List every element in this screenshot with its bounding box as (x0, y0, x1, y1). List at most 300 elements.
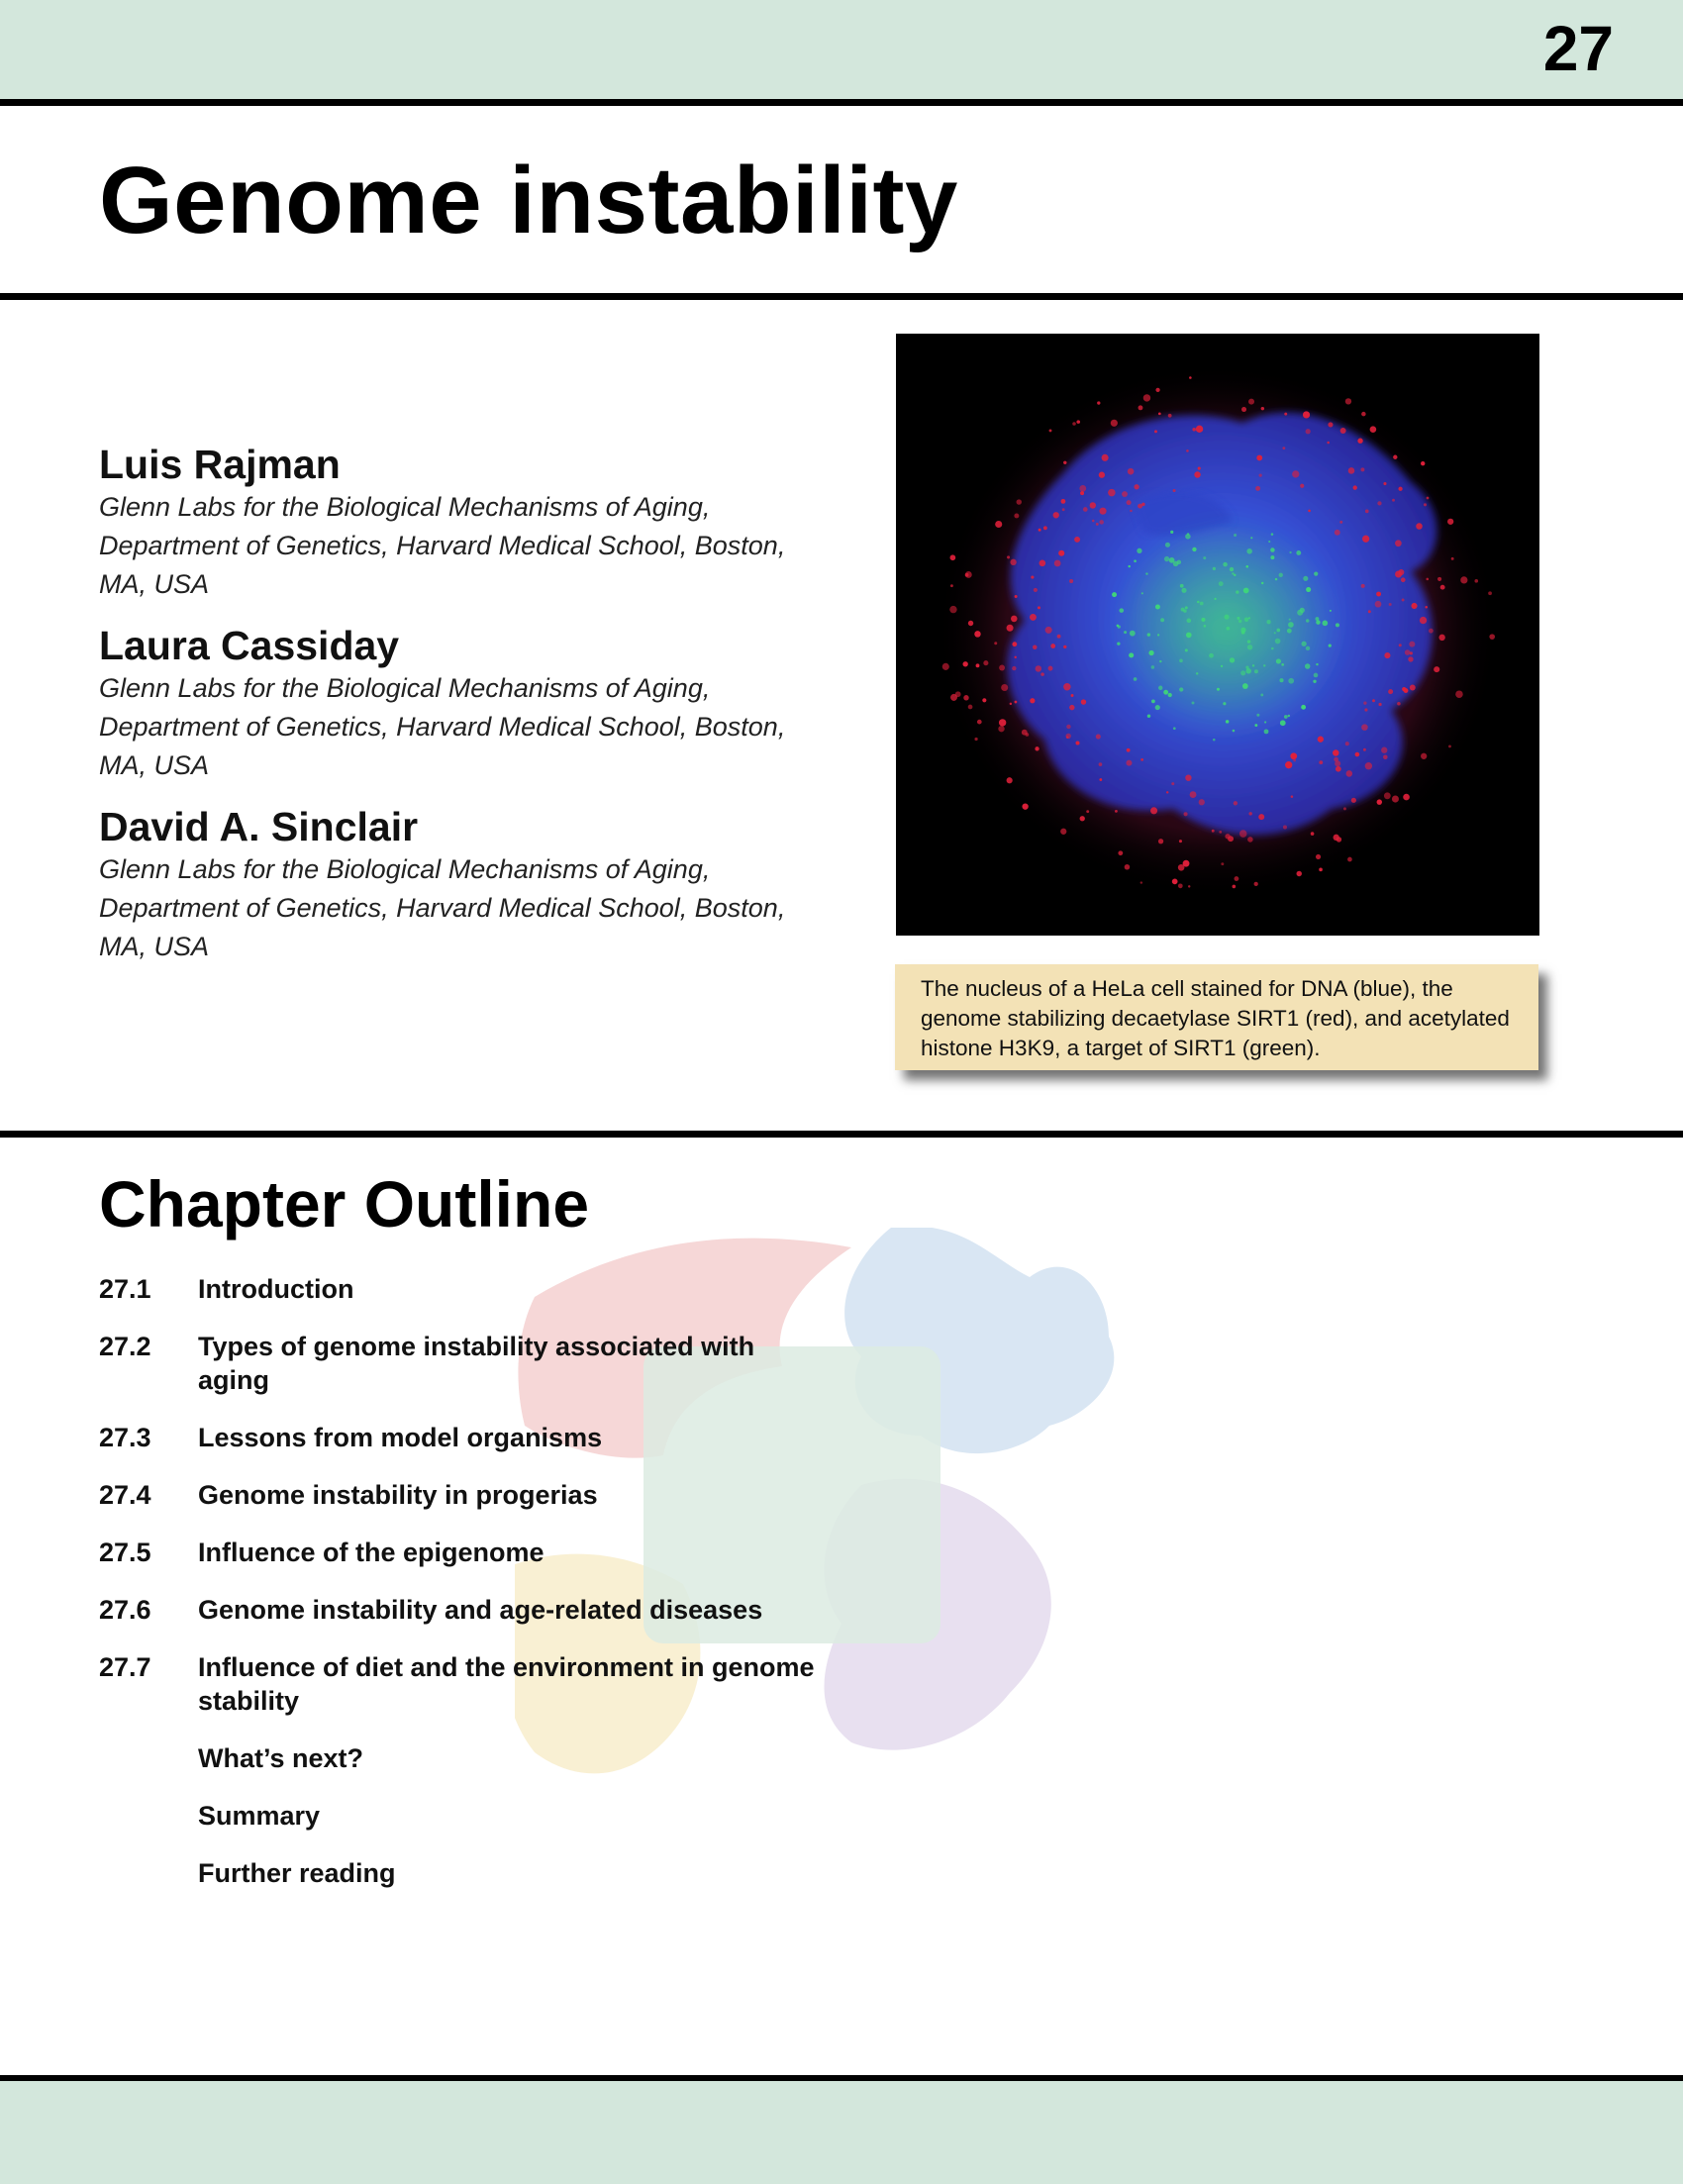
h3k9-dot (1232, 572, 1234, 574)
sirt1-dot (1138, 504, 1142, 509)
sirt1-dot (1308, 510, 1311, 513)
sirt1-dot (1014, 656, 1016, 658)
sirt1-dot (1401, 577, 1406, 582)
sirt1-dot (1011, 616, 1018, 623)
sirt1-dot (1076, 420, 1080, 424)
sirt1-dot (994, 642, 997, 645)
sirt1-dot (1096, 734, 1101, 739)
h3k9-dot (1134, 559, 1137, 562)
sirt1-dot (1184, 812, 1188, 816)
sirt1-dot (1134, 484, 1138, 489)
h3k9-dot (1200, 602, 1204, 606)
h3k9-dot (1151, 700, 1155, 704)
sirt1-dot (1429, 629, 1434, 634)
sirt1-dot (1173, 489, 1176, 492)
h3k9-dot (1134, 677, 1138, 681)
sirt1-dot (1328, 422, 1333, 427)
h3k9-dot (1177, 560, 1181, 564)
sirt1-dot (1014, 513, 1019, 518)
h3k9-dot (1130, 631, 1136, 637)
footer-band (0, 2075, 1683, 2184)
sirt1-dot (1339, 521, 1342, 524)
sirt1-dot (1188, 885, 1190, 887)
sirt1-dot (1099, 508, 1106, 515)
h3k9-dot (1280, 720, 1286, 726)
outline-item-label: What’s next? (198, 1743, 364, 1773)
h3k9-dot (1275, 578, 1277, 580)
h3k9-dot (1316, 663, 1318, 665)
sirt1-dot (1022, 803, 1028, 809)
author-name: David A. Sinclair (99, 804, 419, 849)
sirt1-dot (1039, 529, 1041, 532)
h3k9-dot (1209, 653, 1214, 658)
h3k9-dot (1288, 678, 1294, 684)
sirt1-dot (963, 695, 968, 700)
h3k9-dot (1330, 610, 1332, 612)
h3k9-dot (1305, 663, 1310, 668)
sirt1-dot (1370, 426, 1377, 433)
sirt1-dot (1178, 883, 1183, 888)
outline-item-number (99, 1741, 198, 1775)
outline-item[interactable] (99, 1799, 891, 1833)
h3k9-dot (1186, 633, 1192, 639)
sirt1-dot (1122, 491, 1128, 497)
h3k9-dot (1159, 660, 1161, 662)
sirt1-dot (1127, 500, 1132, 505)
h3k9-dot (1263, 664, 1265, 666)
sirt1-dot (1080, 816, 1085, 821)
h3k9-dot (1329, 644, 1332, 646)
author-name: Luis Rajman (99, 442, 341, 487)
sirt1-dot (1438, 635, 1444, 641)
h3k9-dot (1155, 705, 1160, 710)
sirt1-dot (1297, 871, 1302, 876)
h3k9-dot (1158, 686, 1162, 690)
sirt1-dot (1425, 606, 1428, 609)
outline-item-number: 27.2 (99, 1332, 151, 1361)
sirt1-dot (1045, 627, 1052, 634)
h3k9-dot (1306, 619, 1309, 622)
sirt1-dot (1186, 449, 1189, 452)
sirt1-dot (1063, 645, 1066, 648)
sirt1-dot (1097, 401, 1100, 404)
sirt1-dot (1377, 501, 1381, 505)
sirt1-dot (1357, 439, 1362, 444)
sirt1-dot (1420, 617, 1427, 624)
sirt1-dot (1451, 557, 1454, 560)
sirt1-dot (1118, 850, 1123, 855)
sirt1-dot (1080, 491, 1084, 495)
outline-item-label: Lessons from model organisms (198, 1423, 603, 1452)
sirt1-dot (1361, 412, 1365, 416)
author-affiliation: Glenn Labs for the Biological Mechanisms of Aging, Department of Genetics, Harvard Medical School, Boston, MA, USA (99, 673, 786, 780)
sirt1-dot (1258, 814, 1264, 820)
sirt1-dot (1179, 840, 1182, 843)
outline-item-number: 27.1 (99, 1274, 151, 1304)
h3k9-dot (1288, 622, 1294, 628)
author-list (99, 441, 832, 984)
h3k9-dot (1313, 680, 1316, 683)
sirt1-dot (1365, 762, 1372, 769)
sirt1-dot (1017, 499, 1022, 504)
h3k9-dot (1181, 588, 1186, 593)
sirt1-dot (1198, 467, 1201, 470)
h3k9-dot (1301, 705, 1306, 710)
h3k9-dot (1237, 617, 1239, 620)
sirt1-dot (1292, 470, 1299, 477)
h3k9-dot (1314, 572, 1318, 576)
sirt1-dot (1284, 413, 1287, 416)
outline-item-label: Genome instability and age-related diseases (198, 1595, 763, 1625)
sirt1-dot (1389, 603, 1392, 606)
h3k9-dot (1234, 534, 1237, 537)
h3k9-dot (1279, 573, 1283, 577)
h3k9-dot (1223, 702, 1226, 705)
sirt1-dot (1291, 795, 1294, 798)
h3k9-dot (1260, 693, 1263, 696)
h3k9-dot (1289, 619, 1291, 621)
sirt1-dot (1255, 486, 1260, 491)
author-name: Laura Cassiday (99, 623, 400, 668)
h3k9-dot (1185, 648, 1188, 651)
sirt1-dot (1058, 550, 1064, 556)
h3k9-dot (1243, 588, 1249, 594)
sirt1-dot (974, 738, 977, 741)
h3k9-dot (1315, 617, 1319, 621)
sirt1-dot (1365, 510, 1369, 514)
sirt1-dot (1072, 422, 1076, 426)
sirt1-dot (1327, 442, 1330, 445)
sirt1-dot (1375, 601, 1382, 608)
sirt1-dot (1283, 825, 1287, 829)
outline-item[interactable] (99, 1536, 891, 1569)
h3k9-dot (1271, 647, 1274, 650)
sirt1-dot (998, 726, 1004, 732)
h3k9-dot (1270, 555, 1274, 559)
sirt1-dot (1427, 497, 1430, 500)
sirt1-dot (983, 660, 988, 665)
h3k9-dot (1247, 645, 1252, 649)
sirt1-dot (1063, 461, 1066, 464)
h3k9-dot (1284, 715, 1288, 719)
author-affiliation: Glenn Labs for the Biological Mechanisms of Aging, Department of Genetics, Harvard Medical School, Boston, MA, USA (99, 854, 786, 961)
sirt1-dot (1050, 644, 1055, 648)
chapter-outline-list (99, 1272, 891, 1914)
sirt1-dot (1127, 748, 1131, 752)
sirt1-dot (1285, 761, 1292, 768)
sirt1-dot (1381, 747, 1387, 753)
sirt1-dot (1140, 758, 1143, 761)
h3k9-dot (1201, 618, 1205, 622)
sirt1-dot (1140, 881, 1142, 883)
sirt1-dot (1043, 526, 1047, 530)
h3k9-dot (1287, 629, 1292, 634)
sirt1-dot (1421, 753, 1427, 759)
sirt1-dot (1154, 430, 1157, 433)
sirt1-dot (1030, 614, 1037, 621)
sirt1-dot (1031, 575, 1034, 578)
sirt1-dot (1030, 698, 1035, 703)
sirt1-dot (1033, 645, 1037, 649)
sirt1-dot (1383, 482, 1386, 485)
sirt1-dot (1388, 689, 1393, 694)
h3k9-dot (1227, 627, 1231, 631)
h3k9-dot (1187, 619, 1192, 624)
sirt1-dot (1247, 837, 1253, 843)
sirt1-dot (1194, 471, 1200, 477)
sirt1-dot (1300, 484, 1304, 488)
sirt1-dot (1363, 702, 1366, 705)
sirt1-dot (1363, 748, 1366, 751)
sirt1-dot (1010, 703, 1012, 705)
sirt1-dot (1102, 454, 1109, 461)
sirt1-dot (1172, 879, 1178, 885)
sirt1-dot (1066, 725, 1070, 729)
h3k9-dot (1196, 672, 1198, 674)
sirt1-dot (1069, 705, 1074, 710)
h3k9-dot (1173, 727, 1176, 730)
sirt1-dot (1196, 426, 1203, 433)
h3k9-dot (1240, 670, 1245, 675)
h3k9-dot (1266, 620, 1270, 624)
sirt1-dot (1111, 420, 1118, 427)
sirt1-dot (1361, 724, 1368, 731)
sirt1-dot (1334, 835, 1339, 841)
outline-item-number (99, 1856, 198, 1890)
h3k9-dot (1288, 715, 1290, 717)
h3k9-dot (1281, 663, 1284, 666)
outline-item[interactable] (99, 1856, 891, 1890)
outline-item[interactable] (99, 1272, 891, 1306)
title-divider (0, 293, 1683, 300)
sirt1-dot (1346, 770, 1353, 777)
sirt1-dot (1171, 782, 1174, 785)
h3k9-dot (1128, 565, 1130, 567)
sirt1-dot (1399, 644, 1402, 646)
sirt1-dot (1010, 559, 1016, 565)
sirt1-dot (1074, 537, 1080, 543)
h3k9-dot (1180, 584, 1184, 588)
sirt1-dot (1343, 807, 1346, 810)
sirt1-dot (1384, 652, 1390, 658)
sirt1-dot (1348, 467, 1355, 474)
sirt1-dot (1138, 405, 1143, 410)
chapter-number: 27 (1542, 13, 1614, 84)
sirt1-dot (950, 584, 953, 587)
sirt1-dot (1282, 447, 1285, 449)
h3k9-dot (1168, 693, 1172, 697)
sirt1-dot (1340, 428, 1346, 434)
sirt1-dot (999, 719, 1006, 726)
h3k9-dot (1164, 556, 1169, 561)
h3k9-dot (1192, 547, 1196, 551)
h3k9-dot (1230, 657, 1235, 662)
sirt1-dot (1437, 577, 1441, 581)
h3k9-dot (1264, 721, 1266, 723)
h3k9-dot (1276, 658, 1281, 663)
sirt1-dot (1069, 579, 1073, 583)
sirt1-dot (1065, 734, 1070, 739)
h3k9-dot (1147, 633, 1150, 636)
h3k9-dot (1155, 605, 1160, 610)
author-entry (99, 803, 832, 966)
outline-item[interactable] (99, 1478, 891, 1512)
sirt1-dot (1353, 485, 1357, 489)
h3k9-dot (1279, 678, 1283, 682)
sirt1-dot (1347, 857, 1352, 862)
outline-item-label: Genome instability in progerias (198, 1480, 598, 1510)
sirt1-dot (1099, 778, 1102, 781)
sirt1-dot (1185, 774, 1191, 780)
sirt1-dot (1092, 520, 1095, 523)
sirt1-dot (1410, 651, 1413, 654)
sirt1-dot (1081, 699, 1086, 704)
sirt1-dot (1096, 523, 1099, 526)
sirt1-dot (1335, 530, 1340, 536)
sirt1-dot (982, 698, 986, 702)
sirt1-dot (962, 661, 967, 666)
h3k9-dot (1147, 714, 1150, 717)
sirt1-dot (1158, 412, 1161, 415)
h3k9-dot (1223, 562, 1228, 567)
outline-item[interactable] (99, 1741, 891, 1775)
h3k9-dot (1271, 533, 1274, 536)
outline-item[interactable] (99, 1650, 891, 1718)
sirt1-dot (1158, 839, 1163, 844)
sirt1-dot (1362, 536, 1369, 543)
outline-item[interactable] (99, 1330, 891, 1397)
h3k9-dot (1157, 634, 1159, 636)
sirt1-dot (1015, 701, 1018, 704)
sirt1-dot (1351, 798, 1356, 803)
h3k9-dot (1217, 688, 1220, 691)
sirt1-dot (1333, 749, 1338, 755)
sirt1-dot (1355, 752, 1360, 757)
sirt1-dot (1360, 467, 1364, 471)
sirt1-dot (1048, 666, 1053, 671)
sirt1-dot (1488, 591, 1492, 595)
sirt1-dot (1035, 746, 1039, 750)
sirt1-dot (1108, 489, 1116, 497)
author-entry (99, 622, 832, 785)
h3k9-dot (1254, 724, 1257, 727)
h3k9-dot (1214, 598, 1216, 600)
h3k9-dot (1145, 572, 1147, 574)
sirt1-dot (1099, 762, 1103, 766)
sirt1-dot (1447, 519, 1453, 525)
h3k9-dot (1306, 646, 1310, 650)
h3k9-dot (1119, 608, 1124, 613)
h3k9-dot (1306, 587, 1311, 592)
h3k9-dot (1270, 547, 1275, 552)
sirt1-dot (1345, 398, 1351, 404)
h3k9-dot (1240, 628, 1245, 633)
outline-item[interactable] (99, 1421, 891, 1454)
h3k9-dot (1118, 626, 1121, 629)
h3k9-dot (1204, 625, 1207, 628)
author-affiliation: Glenn Labs for the Biological Mechanisms of Aging, Department of Genetics, Harvard Medical School, Boston, MA, USA (99, 492, 786, 599)
sirt1-dot (1061, 499, 1066, 504)
sirt1-dot (965, 573, 969, 577)
sirt1-dot (1221, 862, 1224, 865)
sirt1-dot (1060, 829, 1066, 835)
h3k9-dot (1160, 618, 1164, 622)
h3k9-dot (1124, 631, 1127, 634)
sirt1-dot (1190, 791, 1197, 798)
sirt1-dot (1130, 510, 1132, 512)
h3k9-dot (1245, 565, 1248, 568)
sirt1-dot (1233, 885, 1237, 889)
h3k9-dot (1289, 551, 1291, 553)
h3k9-dot (1183, 609, 1187, 613)
sirt1-dot (1015, 595, 1018, 598)
sirt1-dot (1319, 760, 1323, 764)
sirt1-dot (974, 631, 980, 637)
sirt1-dot (1421, 461, 1425, 465)
sirt1-dot (1007, 625, 1014, 632)
h3k9-dot (1179, 658, 1183, 662)
h3k9-dot (1117, 642, 1120, 645)
h3k9-dot (1170, 531, 1173, 534)
sirt1-dot (1128, 468, 1135, 475)
sirt1-dot (1372, 699, 1375, 702)
sirt1-dot (1392, 796, 1399, 803)
sirt1-dot (1212, 830, 1215, 833)
sirt1-dot (1345, 742, 1349, 745)
h3k9-dot (1112, 592, 1117, 597)
sirt1-dot (1049, 429, 1052, 432)
outline-item[interactable] (99, 1593, 891, 1627)
sirt1-dot (1228, 836, 1234, 842)
sirt1-dot (1219, 831, 1222, 834)
sirt1-dot (1248, 399, 1254, 405)
sirt1-dot (1086, 810, 1089, 813)
sirt1-dot (1316, 854, 1321, 859)
h3k9-dot (1185, 534, 1190, 539)
sirt1-dot (1071, 694, 1074, 697)
sirt1-dot (1426, 578, 1429, 581)
sirt1-dot (1398, 487, 1402, 491)
sirt1-dot (1256, 455, 1262, 461)
sirt1-dot (1075, 741, 1079, 745)
h3k9-dot (1247, 640, 1250, 643)
h3k9-dot (1301, 642, 1306, 646)
sirt1-dot (1361, 584, 1365, 588)
h3k9-dot (1274, 632, 1276, 634)
sirt1-dot (1040, 672, 1044, 676)
outline-item-number: 27.3 (99, 1423, 151, 1452)
sirt1-dot (1408, 656, 1413, 661)
sirt1-dot (1178, 864, 1185, 871)
h3k9-dot (1275, 639, 1281, 645)
h3k9-dot (1323, 620, 1329, 626)
sirt1-dot (949, 606, 956, 613)
sirt1-dot (1311, 832, 1315, 836)
h3k9-dot (1221, 665, 1223, 667)
h3k9-dot (1254, 669, 1258, 673)
h3k9-dot (1197, 601, 1200, 604)
sirt1-dot (995, 521, 1002, 528)
sirt1-dot (1335, 760, 1340, 766)
h3k9-dot (1148, 650, 1153, 655)
h3k9-dot (1185, 606, 1188, 609)
h3k9-dot (1248, 617, 1250, 619)
sirt1-dot (1099, 520, 1103, 524)
sirt1-dot (1405, 649, 1411, 655)
h3k9-dot (1244, 617, 1248, 621)
header-band (0, 0, 1683, 106)
h3k9-dot (1141, 592, 1143, 594)
